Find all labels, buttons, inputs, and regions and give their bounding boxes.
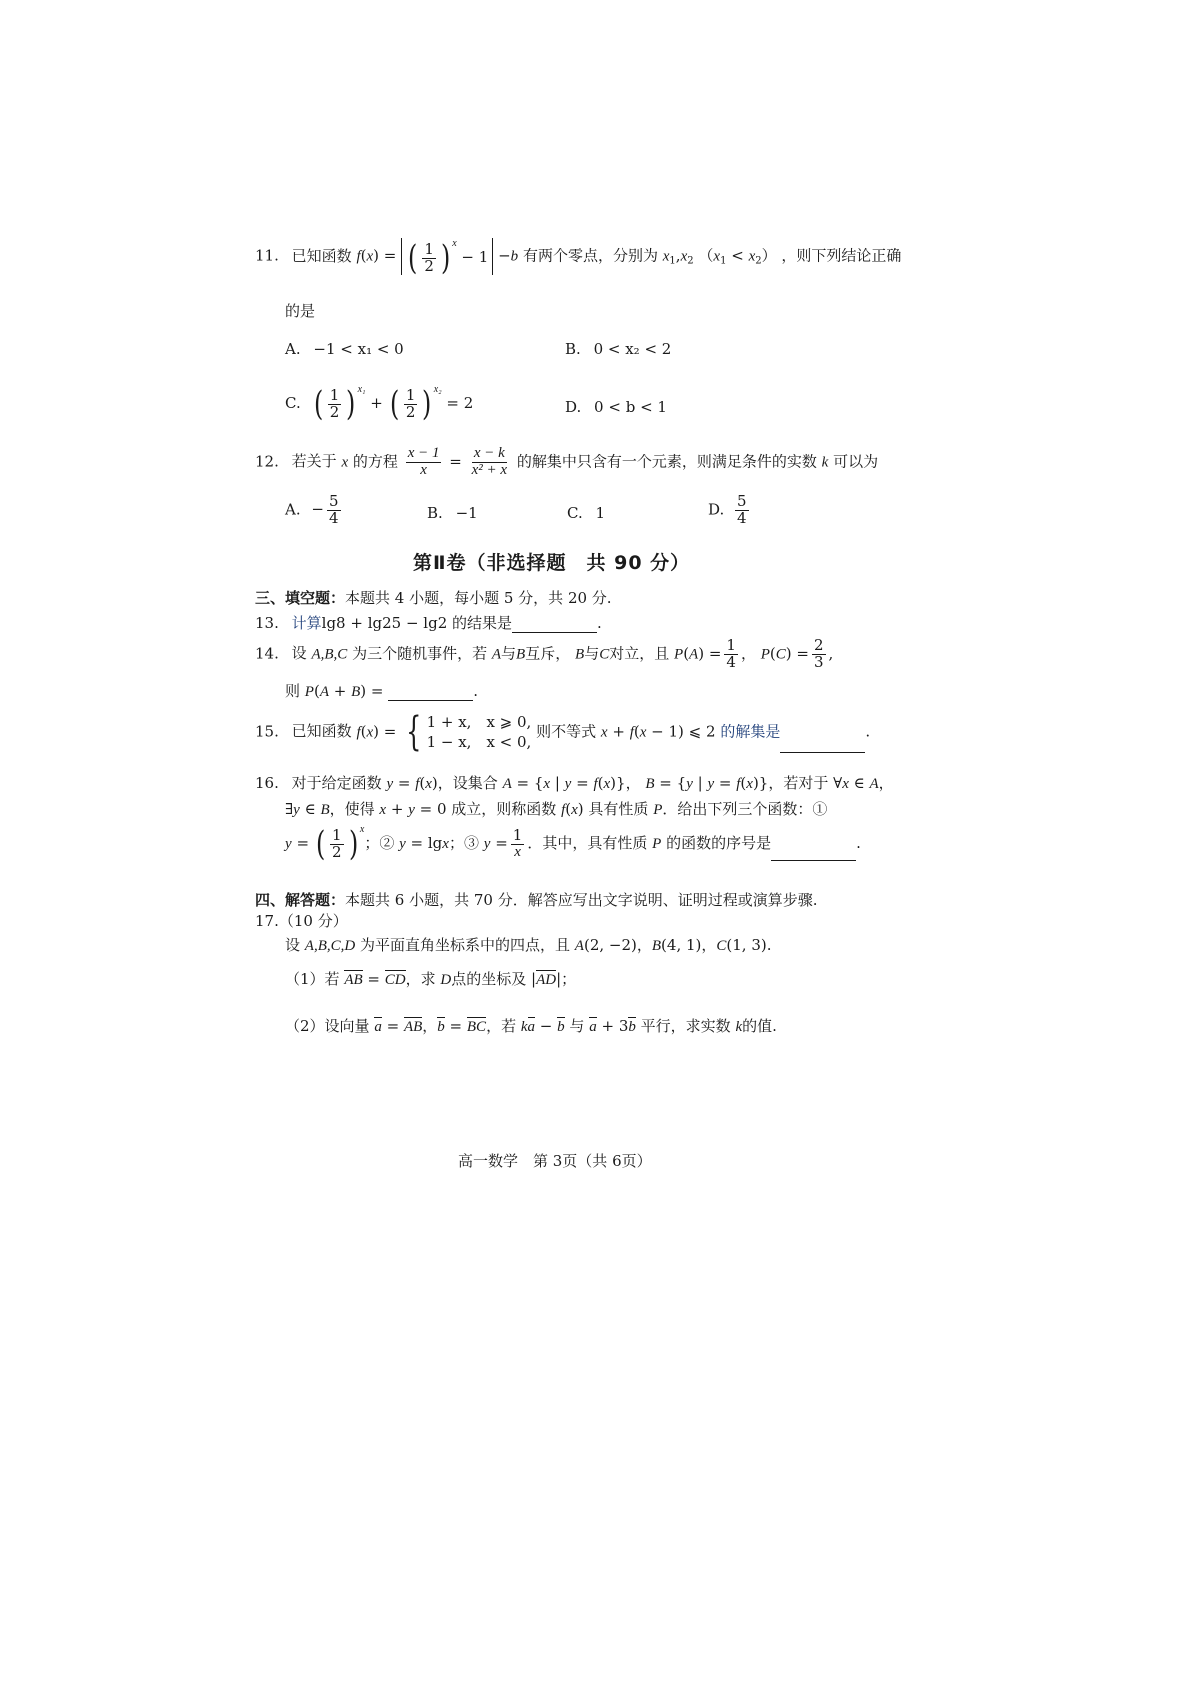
q13-expression: lg8 + lg25 − lg2 <box>321 614 448 632</box>
q12-equation-right: $\frac{x - k}{\text{x² + x}}$ <box>471 445 508 478</box>
q11-option-c: C. ( $\frac{1}{2}$ ) $^{x_1}$ + ( $\frac{1}{2}$ ) $^{x_2}$ = 2 <box>285 384 474 424</box>
q17-part2: （2）设向量 a = AB，b = BC，若 ka − b 与 a + 3b 平行，求实数 k的值. <box>285 1017 777 1035</box>
q15-answer-blank[interactable] <box>780 738 865 753</box>
q11-line1: 11. 已知函数 f(x) = ( $\frac{1}{2}$ ) $^x$ − 1 −b 有两个零点，分别为 $x_1,x_2$ $(x_1 < x_2)$ ，则下列结论正确 <box>255 238 902 278</box>
q17-number: 17. <box>255 912 279 930</box>
q13: 13. 计算lg8 + lg25 − lg2 的结果是 . <box>255 614 602 632</box>
q14-number: 14. <box>255 644 279 663</box>
q16-answer-blank[interactable] <box>771 846 856 861</box>
part2-title: 第Ⅱ卷（非选择题 共 90 分） <box>413 552 691 574</box>
q12-option-c: C. 1 <box>567 504 606 522</box>
section3-heading: 三、填空题：本题共 4 小题，每小题 5 分，共 20 分. <box>255 589 612 607</box>
q11-function: f <box>356 248 361 265</box>
q12-line1: 12. 若关于 x 的方程 $\frac{x - 1}{x}$ = $\frac{x - k}{\text{x² + x}}$ 的解集中只含有一个元素，则满足条件的实数 k 可以为 <box>255 445 879 478</box>
q14-line2: 则 P(A + B) = . <box>285 682 479 700</box>
q12-option-d: D. $\frac{5}{4}$ <box>708 492 747 527</box>
q17-header: 17.（10 分） <box>255 912 348 930</box>
q11-option-a: A. −1 < x₁ < 0 <box>285 340 404 358</box>
q13-answer-blank[interactable] <box>512 618 597 633</box>
q11-option-d: D. 0 < b < 1 <box>565 398 667 416</box>
q15-number: 15. <box>255 722 279 741</box>
q16-line1: 16. 对于给定函数 y = f(x)，设集合 A = {x | y = f(x)}， B = {y | y = f(x)}，若对于 ∀x ∈ A， <box>255 774 894 792</box>
q14-answer-blank[interactable] <box>388 686 473 701</box>
q15-piecewise: 1 + x, x ⩾ 0, 1 − x, x < 0, <box>426 713 532 752</box>
q11-number: 11. <box>255 246 279 265</box>
q12-option-a: A. − $\frac{5}{4}$ <box>285 492 339 527</box>
q14-line1: 14. 设 A,B,C 为三个随机事件，若 A与B互斥， B与C对立，且 P(A) = $\frac{1}{4}$ ， P(C) = $\frac{2}{3}$ , <box>255 636 834 671</box>
section4-heading: 四、解答题：本题共 6 小题，共 70 分．解答应写出文字说明、证明过程或演算步骤. <box>255 891 818 909</box>
q11-option-b: B. 0 < x₂ < 2 <box>565 340 672 358</box>
q13-number: 13. <box>255 614 279 632</box>
q16-line3: y = ( $\frac{1}{2}$ ) $^x$；② y = lgx；③ y = $\frac{1}{x}$ ．其中，具有性质 P 的函数的序号是 . <box>285 824 861 864</box>
q11-abs-expression: ( $\frac{1}{2}$ ) $^x$ − 1 <box>401 238 493 275</box>
q12-number: 12. <box>255 452 279 471</box>
q16-line2: ∃y ∈ B，使得 x + y = 0 成立，则称函数 f(x) 具有性质 P．给出下列三个函数：① <box>285 800 828 818</box>
q15-brace: { <box>406 709 422 756</box>
q12-equation-left: $\frac{x - 1}{x}$ <box>407 445 440 478</box>
q12-option-b: B. −1 <box>427 504 478 522</box>
q17-line1: 设 A,B,C,D 为平面直角坐标系中的四点，且 A(2, −2)，B(4, 1)，C(1, 3). <box>285 936 772 954</box>
q16-number: 16. <box>255 774 279 792</box>
q17-part1: （1）若 AB = CD，求 D点的坐标及 |AD|； <box>285 970 577 988</box>
page-footer: 高一数学 第 3页（共 6页） <box>458 1152 652 1170</box>
q11-line2: 的是 <box>285 302 316 320</box>
q15: 15. 已知函数 f(x) = { 1 + x, x ⩾ 0, 1 − x, x < 0, 则不等式 x + f(x − 1) ⩽ 2 的解集是 . <box>255 709 871 756</box>
